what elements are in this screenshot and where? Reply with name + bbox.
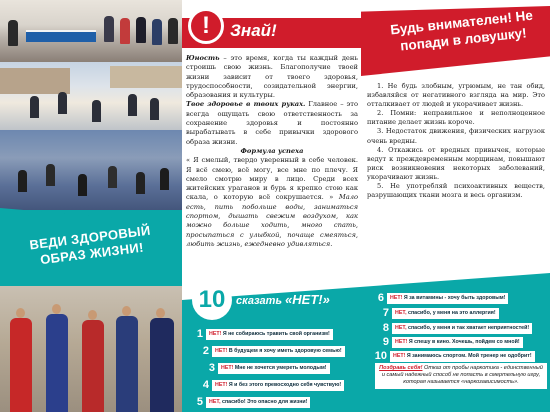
attention-title: Будь внимателен! Не попади в ловушку! — [389, 7, 534, 54]
no-item-7 — [380, 307, 499, 319]
person — [8, 20, 18, 46]
no-text: Мне не хочется умереть молодым! — [233, 364, 327, 371]
no-item-2 — [200, 345, 345, 357]
no-text: Я за витамины - хочу быть здоровым! — [402, 294, 506, 301]
no-item-6 — [375, 292, 508, 304]
znai-p1: – это время, когда ты каждый день строишь свою жизнь. Благополучие твоей жизни зависит от твоего здоровья, трудоспособности, созидательной энергии, образования и культуры. — [186, 54, 358, 100]
head — [156, 308, 165, 318]
person — [58, 92, 67, 114]
head — [16, 308, 25, 318]
person — [46, 164, 55, 186]
person — [108, 166, 117, 188]
no-item-number: 8 — [382, 322, 389, 334]
person — [30, 96, 39, 118]
left-panel — [0, 0, 182, 412]
person — [46, 314, 68, 412]
no-item-number: 5 — [196, 396, 203, 408]
no-text: Я не собираюсь травить свой организм! — [221, 330, 330, 337]
no-word: НЕТ, — [395, 324, 407, 331]
rule-item: 4. Откажись от вредных привычек, которые ведут к преждевременным морщинам, повышают риск возникновения некоторых заболеваний, укорачивают жизнь. — [367, 145, 545, 181]
person — [116, 316, 138, 412]
no-item-4 — [200, 379, 344, 391]
building — [110, 66, 182, 88]
formula-paragraph — [186, 156, 358, 249]
head — [52, 304, 61, 314]
person — [104, 16, 114, 42]
no-item-3 — [206, 362, 330, 374]
warning-box — [375, 363, 547, 389]
warning-lead: Поздравь себя! — [379, 365, 423, 371]
ten-ways-label — [236, 282, 330, 307]
table-tennis-table — [26, 30, 96, 42]
rule-item: 2. Помни: неправильное и неполноценное питание делает жизнь короче. — [367, 109, 545, 127]
no-word: НЕТ! — [221, 364, 234, 371]
no-text: спасибо, у меня и так хватает неприятностей! — [406, 324, 530, 331]
no-word: НЕТ, — [395, 309, 407, 316]
no-text: Я занимаюсь спортом. Мой тренер не одобрит! — [405, 352, 532, 359]
no-item-number: 1 — [196, 328, 203, 340]
no-item-5 — [194, 396, 310, 408]
head — [88, 310, 97, 320]
person — [150, 98, 159, 120]
photo-award-winners — [0, 286, 182, 412]
no-item-number: 3 — [208, 362, 215, 374]
no-item-10 — [374, 350, 535, 362]
no-word: НЕТ, — [209, 398, 221, 405]
ten-badge: 10 — [192, 280, 232, 320]
ten-label-line1: способов — [236, 282, 289, 294]
znai-text — [186, 54, 358, 249]
warning-text: Отказ от пробы наркотика - единственный и самый надежный способ не попасть в смертельную игру, которая называется «наркозависимость». — [381, 365, 543, 386]
znai-p2: Главное – это всегда ощущать свою ответственность за сохранение здоровья и постоянно вырабатывать в себе привычки здорового образа жизни. — [186, 100, 358, 146]
person — [136, 172, 145, 194]
head — [122, 306, 131, 316]
no-word: НЕТ! — [390, 294, 403, 301]
person — [168, 18, 178, 44]
znai-p2-lead: Твое здоровье в твоих руках. — [186, 100, 306, 109]
no-text: Я спешу в кино. Хочешь, пойдем со мной! — [407, 338, 520, 345]
formula-quote: « Я смелый, твердо уверенный в себе человек. Я всё смею, всё могу, все мне по плечу. Я смело смотрю миру в лицо. Среди всех житейских ураганов и бурь я крепко стою как скала, о которую всё сокрушается. » — [186, 156, 358, 202]
person — [150, 318, 174, 412]
person — [78, 174, 87, 196]
no-word: НЕТ! — [395, 338, 408, 345]
no-item-8 — [380, 322, 532, 334]
rule-item: 3. Недостаток движения, физических нагрузок очень вредны. — [367, 127, 545, 145]
formula-tail: Мало есть, пить побольше воды, заниматься спортом, дышать свежим воздухом, как можно больше ходить, много спать, просыпаться с улыбкой, почаще смеяться, любить жизнь, ежедневно удивляться. — [186, 193, 358, 248]
no-item-number: 4 — [202, 379, 209, 391]
no-text: спасибо, у меня на это аллергия! — [406, 309, 496, 316]
no-text: Я и без этого превосходно себя чувствую! — [227, 381, 342, 388]
ten-ways-section — [182, 270, 550, 412]
znai-p1-lead: Юность — [186, 54, 220, 62]
no-text: В будущем я хочу иметь здоровую семью! — [227, 347, 342, 354]
person — [18, 170, 27, 192]
znai-paragraph-health — [186, 100, 358, 146]
no-word: НЕТ! — [209, 330, 222, 337]
znai-title: Знай! — [230, 21, 277, 40]
znai-paragraph-youth — [186, 54, 358, 100]
ten-label-line2: сказать — [236, 295, 282, 307]
person — [128, 94, 137, 116]
rules-list — [367, 82, 545, 200]
person — [10, 318, 32, 412]
no-item-number: 2 — [202, 345, 209, 357]
no-item-1 — [194, 328, 333, 340]
building — [0, 68, 70, 94]
no-item-number: 9 — [382, 336, 389, 348]
person — [92, 100, 101, 122]
no-item-9 — [380, 336, 523, 348]
no-text: спасибо! Это опасно для жизни! — [220, 398, 308, 405]
person — [152, 19, 162, 45]
rule-item: 5. Не употребляй психоактивных веществ, разрушающих ткани мозга и весь организм. — [367, 182, 545, 200]
person — [120, 18, 130, 44]
no-word: НЕТ! — [215, 347, 228, 354]
photo-gym-exercise — [0, 130, 182, 210]
rule-item: 1. Не будь злобным, угрюмым, не тан обид, избавляйся от негативного взгляда на мир. Это отталкивает от людей и укорачивает жизнь. — [367, 82, 545, 109]
no-item-number: 6 — [377, 292, 384, 304]
photo-table-tennis — [0, 0, 182, 62]
no-word: НЕТ! — [215, 381, 228, 388]
person — [160, 168, 169, 190]
person — [82, 320, 104, 412]
ten-label-word: «НЕТ!» — [285, 292, 330, 307]
slogan-text: ВЕДИ ЗДОРОВЫЙ ОБРАЗ ЖИЗНИ! — [28, 222, 152, 268]
no-item-number: 10 — [374, 350, 387, 362]
exclamation-icon: ! — [188, 8, 224, 44]
no-word: НЕТ! — [393, 352, 406, 359]
person — [136, 17, 146, 43]
no-item-number: 7 — [382, 307, 389, 319]
formula-title: Формула успеха — [240, 146, 304, 155]
photo-outdoor-snow — [0, 62, 182, 130]
